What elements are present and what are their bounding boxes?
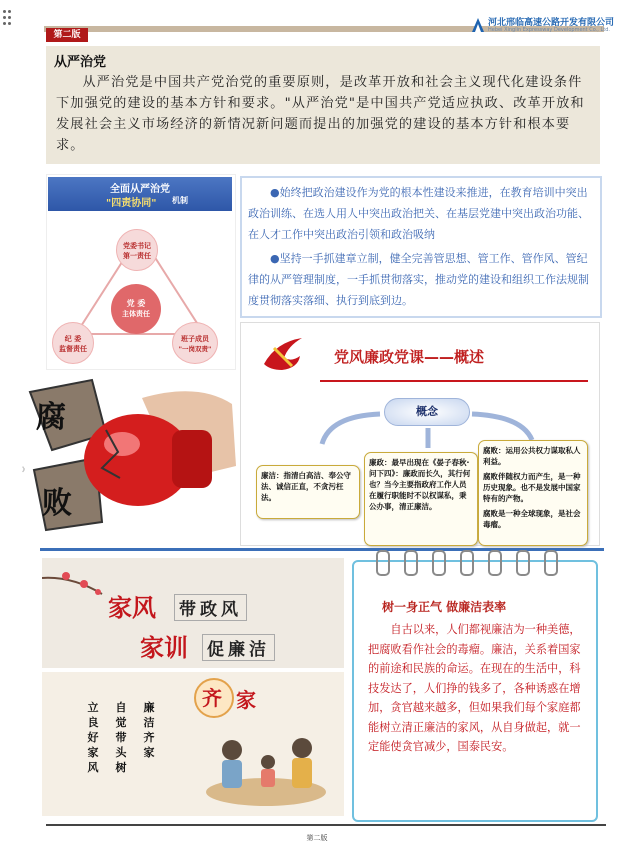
concept-bubble: 概念 (384, 398, 470, 426)
poem-col-3: 廉洁齐家 (143, 701, 155, 759)
slide-title: 党风廉政党课——概述 (334, 348, 485, 366)
slide-box-right (478, 440, 588, 546)
slide-box-right-2: 腐败伴随权力而产生，是一种历史现象。也不是发展中国家特有的产物。 (483, 472, 581, 503)
footer-rule (46, 824, 606, 826)
company-logo-icon (470, 14, 486, 36)
slide-box-right-1: 腐败：运用公共权力谋取私人利益。 (483, 446, 581, 466)
bluebox-paragraph-2: ●坚持一手抓建章立制，健全完善管思想、管工作、管作风、管纪律的从严管理制度，一手抓贯彻落实，推动党的建设和组织工作法规制度贯彻落实落细、执行到底到边。 (248, 252, 589, 307)
notebook-ring (544, 550, 558, 576)
family-harmony-panel (42, 672, 344, 816)
notebook-ring (488, 550, 502, 576)
party-building-box (240, 176, 602, 318)
slide-box-middle: 廉政：最早出现在《晏子春秋·问下四》：廉政而长久，其行何也？当今主要指政府工作人员在履行职能时不以权谋私，秉公办事，清正廉洁。 (364, 452, 478, 546)
notebook-ring (376, 550, 390, 576)
node-left-l1: 纪 委 (64, 335, 82, 343)
family-word-2: 带政风 (174, 594, 247, 621)
node-secretary-l1: 党委书记 (123, 242, 151, 250)
family-word-1: 家风 (108, 593, 156, 622)
diagram-title-suffix: 机制 (172, 196, 188, 205)
intro-title: 从严治党 (54, 55, 107, 70)
slide-title-rule (320, 380, 588, 384)
company-name-en: Hebei Xinglin Expressway Development Co., Ltd. (488, 27, 610, 33)
notebook-ring (516, 550, 530, 576)
diagram-title (48, 177, 232, 211)
notebook-body: 自古以来，人们都视廉洁为一种美德，把腐败看作社会的毒瘤。廉洁，关系着国家的前途和民族的命运。在现在的生活中，科技发达了，人们挣的钱多了，各种诱惑在增加，贪官越来越多，但如果我们每个家庭都能树立清正廉洁的家风，从自身做起，就一定能使贪官减少，国泰民安。 (368, 623, 581, 753)
node-right-l2: "一岗双责" (178, 345, 212, 353)
edge-mark: 》 (22, 467, 29, 474)
family-illustration (192, 722, 340, 812)
fist-char-rot: 败 (42, 486, 72, 521)
poem-col-1: 立良好家风 (87, 701, 99, 774)
bluebox-paragraph-1: ●始终把政治建设作为党的根本性建设来推进，在教育培训中突出政治训练、在选人用人中突出政治把关、在基层党建中突出政治功能、在人才工作中突出政治引领和政治吸纳 (248, 186, 589, 241)
issue-tag: 第二版 (46, 28, 88, 42)
fist-char-corrupt: 腐 (36, 400, 66, 435)
footer-page-label: 第二版 (306, 834, 328, 842)
family-style-panel (42, 558, 344, 668)
node-center-l1: 党 委 (126, 299, 146, 308)
family-word-3: 家训 (140, 633, 188, 662)
node-center-l2: 主体责任 (122, 310, 150, 318)
qi-char: 齐 (202, 686, 222, 710)
diagram-title-line1: 全面从严治党 (110, 184, 170, 195)
poem-col-2: 自觉带头树 (115, 701, 127, 774)
node-right-l1: 班子成员 (181, 335, 209, 343)
node-left-l2: 监督责任 (59, 345, 87, 353)
node-secretary (116, 229, 158, 271)
notebook-ring (432, 550, 446, 576)
company-name: 河北邢临高速公路开发有限公司 (488, 18, 615, 28)
drag-grip-icon[interactable] (3, 10, 13, 32)
slide-box-right-3: 腐败是一种全球现象，是社会毒瘤。 (483, 509, 581, 529)
node-party-committee (111, 284, 161, 334)
party-emblem-icon (258, 334, 324, 374)
node-secretary-l2: 第一责任 (123, 252, 151, 260)
jia-char: 家 (236, 688, 256, 712)
notebook-title: 树一身正气 做廉洁表率 (382, 600, 507, 614)
slide-box-left: 廉洁：指清白高洁、奉公守法、诚信正直，不贪污枉法。 (256, 465, 360, 519)
family-word-4: 促廉洁 (202, 634, 275, 661)
diagram-title-line2: "四责协同" (106, 198, 157, 209)
node-members (172, 322, 218, 364)
notebook-ring (460, 550, 474, 576)
node-discipline (52, 322, 94, 364)
notebook-ring (404, 550, 418, 576)
intro-body: 从严治党是中国共产党治党的重要原则，是改革开放和社会主义现代化建设条件下加强党的建设的基本方针和要求。"从严治党"是中国共产党适应执政、改革开放和发展社会主义市场经济的新情况新问题而提出的加强党的建设的基本方针和根本要求。 (56, 75, 585, 153)
